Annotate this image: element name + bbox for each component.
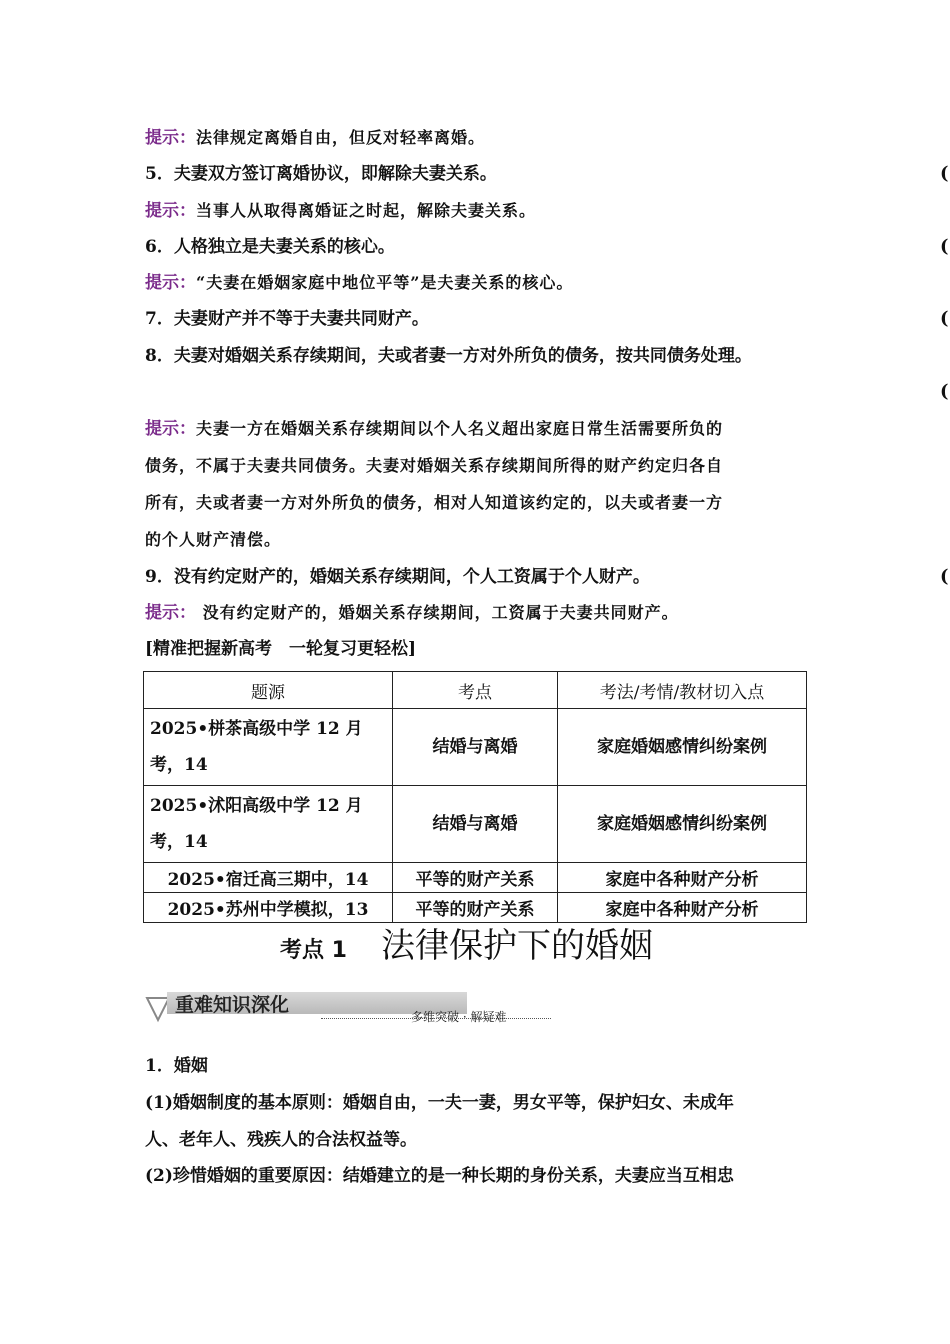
kaodian-name: 法律保护下的婚姻 — [380, 926, 653, 966]
body-paragraph: 人、老年人、残疾人的合法权益等。 — [145, 1130, 417, 1150]
body-heading: 1．婚姻 — [145, 1056, 208, 1076]
question-6: 6．人格独立是夫妻关系的核心。 — [145, 237, 395, 257]
table-cell-source: 2025•苏州中学模拟，13 — [144, 893, 393, 923]
answer-paren: ( — [940, 236, 949, 257]
table-header: 题源 — [144, 672, 393, 709]
table-cell-angle: 家庭婚姻感情纠纷案例 — [558, 709, 807, 786]
hint-label: 提示： — [145, 201, 196, 221]
table-row — [144, 709, 807, 786]
section-banner — [145, 990, 545, 1026]
hint-label: 提示： — [145, 128, 196, 148]
table-header: 考法/考情/教材切入点 — [558, 672, 807, 709]
answer-paren: ( — [940, 566, 949, 587]
hint-8-line-3: 所有，夫或者妻一方对外所负的债务，相对人知道该约定的，以夫或者妻一方 — [145, 493, 724, 512]
table-cell-angle: 家庭中各种财产分析 — [558, 863, 807, 893]
table-cell-point: 平等的财产关系 — [393, 863, 558, 893]
table-row — [144, 893, 807, 923]
hint-8-line-4: 的个人财产清偿。 — [145, 530, 282, 549]
kaodian-title — [280, 923, 653, 974]
hint-9 — [145, 601, 679, 625]
body-paragraph: (2)珍惜婚姻的重要原因：结婚建立的是一种长期的身份关系，夫妻应当互相忠 — [145, 1166, 734, 1186]
table-cell-source: 2025•宿迁高三期中，14 — [144, 863, 393, 893]
hint-text: 法律规定离婚自由，但反对轻率离婚。 — [196, 128, 486, 147]
source-table — [143, 671, 807, 923]
table-cell-point: 平等的财产关系 — [393, 893, 558, 923]
hint-6 — [145, 271, 573, 295]
body-paragraph: (1)婚姻制度的基本原则：婚姻自由，一夫一妻，男女平等，保护妇女、未成年 — [145, 1093, 734, 1113]
hint-label: 提示： — [145, 273, 196, 293]
hint-label: 提示： — [145, 419, 196, 439]
hint-4 — [145, 126, 485, 150]
table-row — [144, 786, 807, 863]
hint-label: 提示： — [145, 603, 196, 623]
question-9: 9．没有约定财产的，婚姻关系存续期间，个人工资属于个人财产。 — [145, 567, 650, 587]
table-header-row — [144, 672, 807, 709]
hint-8 — [145, 417, 723, 441]
answer-paren: ( — [940, 308, 949, 329]
hint-text: 当事人从取得离婚证之时起，解除夫妻关系。 — [196, 201, 537, 220]
hint-text: 没有约定财产的，婚姻关系存续期间，工资属于夫妻共同财产。 — [196, 603, 679, 622]
hint-text: 夫妻一方在婚姻关系存续期间以个人名义超出家庭日常生活需要所负的 — [196, 419, 724, 438]
section-heading: [精准把握新高考 一轮复习更轻松] — [145, 639, 417, 659]
banner-subtitle: 多维突破 · 解疑难 — [411, 1010, 507, 1024]
table-cell-source: 2025•沭阳高级中学 12 月考，14 — [144, 786, 393, 863]
table-cell-angle: 家庭婚姻感情纠纷案例 — [558, 786, 807, 863]
answer-paren: ( — [940, 381, 949, 402]
question-5: 5．夫妻双方签订离婚协议，即解除夫妻关系。 — [145, 164, 497, 184]
hint-text: “夫妻在婚姻家庭中地位平等”是夫妻关系的核心。 — [196, 273, 574, 292]
kaodian-number: 考点 1 — [280, 938, 347, 963]
banner-title: 重难知识深化 — [175, 994, 290, 1016]
table-header: 考点 — [393, 672, 558, 709]
table-cell-source: 2025•栟茶高级中学 12 月考，14 — [144, 709, 393, 786]
answer-paren: ( — [940, 163, 949, 184]
hint-5 — [145, 199, 536, 223]
table-row — [144, 863, 807, 893]
question-8: 8．夫妻对婚姻关系存续期间，夫或者妻一方对外所负的债务，按共同债务处理。 — [145, 346, 752, 366]
table-cell-point: 结婚与离婚 — [393, 786, 558, 863]
question-7: 7．夫妻财产并不等于夫妻共同财产。 — [145, 309, 429, 329]
table-cell-point: 结婚与离婚 — [393, 709, 558, 786]
hint-8-line-2: 债务，不属于夫妻共同债务。夫妻对婚姻关系存续期间所得的财产约定归各自 — [145, 456, 724, 475]
table-cell-angle: 家庭中各种财产分析 — [558, 893, 807, 923]
